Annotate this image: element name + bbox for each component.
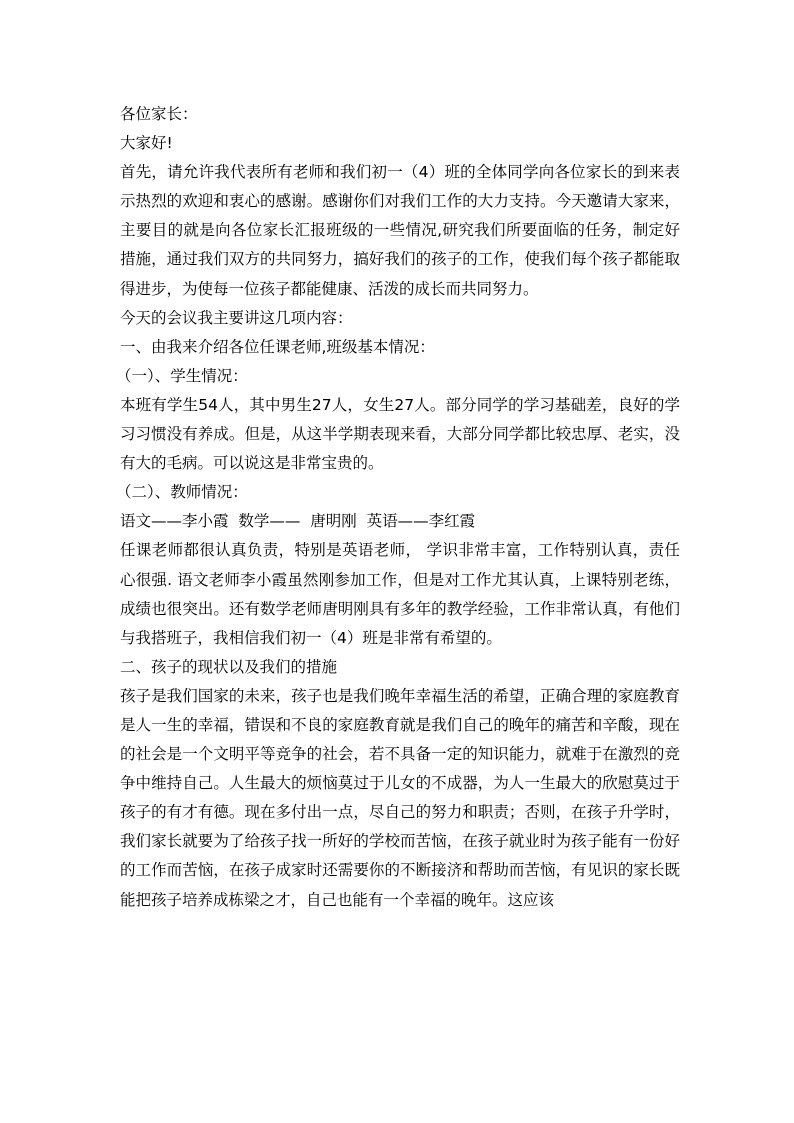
document-body <box>116 100 680 915</box>
subsection-heading-students: （一）、学生情况： <box>116 366 248 385</box>
paragraph-children: 孩子是我们国家的未来，孩子也是我们晚年幸福生活的希望，正确合理的家庭教育是人一生的幸福，错误和不良的家庭教育就是我们自己的晚年的痛苦和辛酸，现在的社会是一个文明平等竞争的社会，若不具备一定的知识能力，就难于在激烈的竞争中维持自己。人生最大的烦恼莫过于儿女的不成器，为人一生最大的欣慰莫过于孩子的有才有德。现在多付出一点，尽自己的努力和职责；否则，在孩子升学时，我们家长就要为了给孩子找一所好的学校而苦恼，在孩子就业时为孩子能有一份好的工作而苦恼，在孩子成家时还需要你的不断接济和帮助而苦恼，有见识的家长既能把孩子培养成栋梁之才，自己也能有一个幸福的晚年。这应该 <box>120 686 680 909</box>
paragraph-students: 本班有学生54人，其中男生27人，女生27人。部分同学的学习基础差，良好的学习习惯没有养成。但是，从这半学期表现来看，大部分同学都比较忠厚、老实，没有大的毛病。可以说这是非常宝贵的。 <box>120 395 680 473</box>
section-heading-1: 一、由我来介绍各位任课老师,班级基本情况： <box>120 337 435 356</box>
subsection-heading-teachers: （二）、教师情况： <box>116 483 248 502</box>
salutation: 各位家长： <box>120 105 198 123</box>
paragraph-teachers: 任课老师都很认真负责，特别是英语老师， 学识非常丰富，工作特别认真，责任心很强. 语文老师李小霞虽然刚参加工作，但是对工作尤其认真，上课特别老练，成绩也很突出。还有数学老师唐明刚具有多年的教学经验，工作非常认真，有他们与我搭班子，我相信我们初一（4）班是非常有希望的。 <box>120 541 680 647</box>
section-heading-2: 二、孩子的现状以及我们的措施 <box>120 657 338 676</box>
teacher-list: 语文——李小霞 数学—— 唐明刚 英语——李红霞 <box>120 512 476 531</box>
paragraph-agenda-intro: 今天的会议我主要讲这几项内容： <box>120 308 353 327</box>
paragraph-opening: 首先，请允许我代表所有老师和我们初一（4）班的全体同学向各位家长的到来表示热烈的欢迎和衷心的感谢。感谢你们对我们工作的大力支持。今天邀请大家来，主要目的就是向各位家长汇报班级的一些情况,研究我们所要面临的任务，制定好措施，通过我们双方的共同努力，搞好我们的孩子的工作，使我们每个孩子都能取得进步，为使每一位孩子都能健康、活泼的成长而共同努力。 <box>120 163 680 298</box>
greeting: 大家好! <box>120 134 173 153</box>
